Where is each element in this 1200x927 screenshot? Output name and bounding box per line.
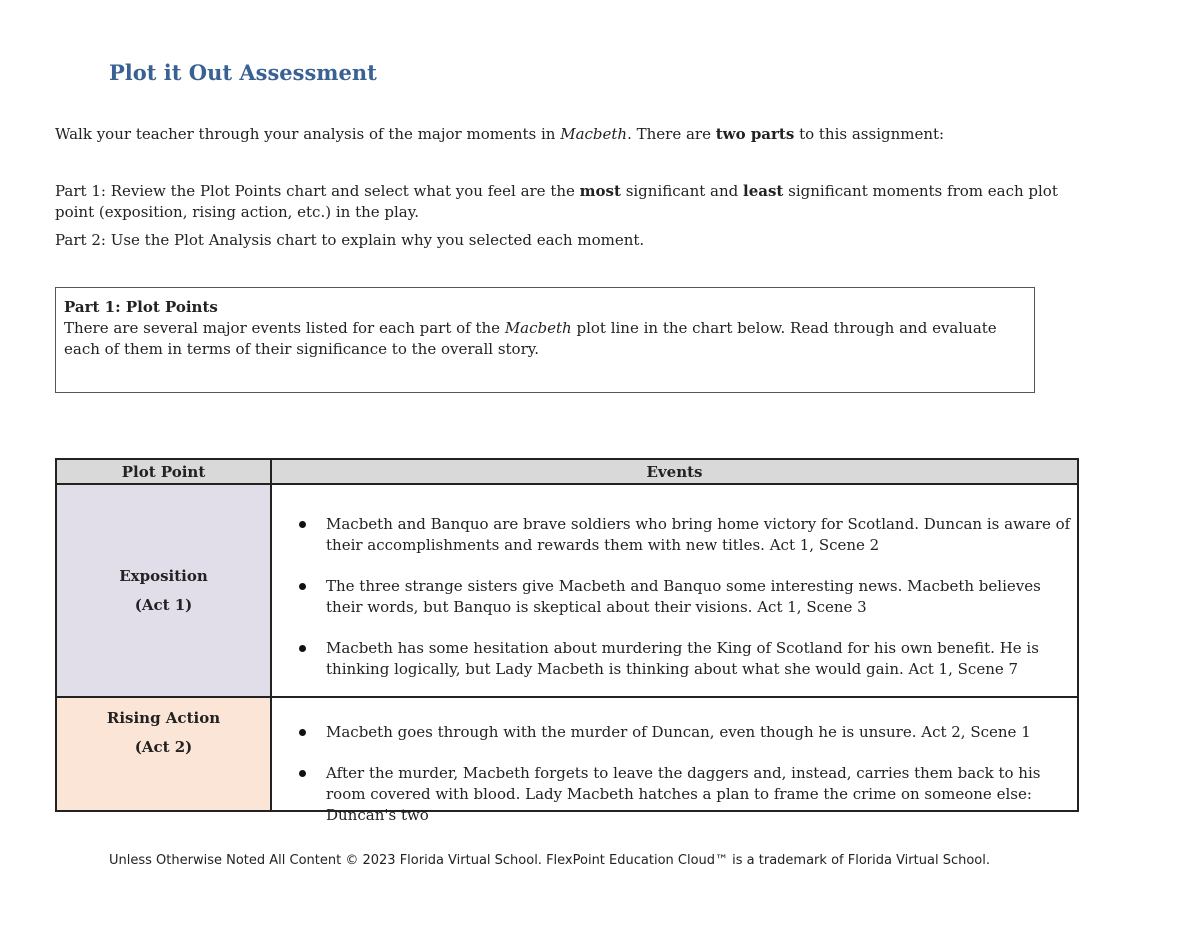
bullet-icon [299,729,306,736]
plot-points-box [55,287,1035,393]
plot-point-exposition [56,484,271,697]
event-text: Macbeth has some hesitation about murdering the King of Scotland for his own benefit. He is thinking logically, but Lady Macbeth is thinking about what she would gain. Act 1, Scene 7 [326,638,1039,678]
part2-instructions: Part 2: Use the Plot Analysis chart to explain why you selected each moment. [55,231,645,249]
part1-suffix: significant moments from each plot point (exposition, rising action, etc.) in the play. [55,182,1058,221]
header-events: Events [271,459,1078,484]
plot-points-table [55,458,1079,824]
intro-text-after: to this assignment: [794,125,945,143]
list-item [299,763,1073,826]
box-text-after: plot line in the chart below. Read through and evaluate each of them in terms of their significance to the overall story. [64,319,997,358]
table-header-row [56,459,1078,484]
table-row-exposition [56,484,1078,697]
plot-point-rising-action [56,697,271,811]
box-text-before: There are several major events listed for each part of the [64,319,505,337]
intro-bold-text: two parts [715,125,795,143]
bullet-icon [299,645,306,652]
event-text: Macbeth and Banquo are brave soldiers who bring home victory for Scotland. Duncan is aware of their accomplishments and rewards them with new titles. Act 1, Scene 2 [326,514,1071,554]
plot-points-box-title: Part 1: Plot Points [64,298,218,316]
bullet-icon [299,521,306,528]
plot-points-box-text [64,318,1026,360]
part1-mid: significant and [620,182,744,200]
events-cell-rising-action [271,697,1078,824]
list-item [299,638,1073,680]
events-list [299,514,1073,680]
plot-point-act: (Act 2) [134,738,193,756]
intro-work-title: Macbeth [560,125,628,143]
events-cell-exposition [271,484,1078,697]
events-list [299,722,1073,826]
plot-point-label: Rising Action [106,709,221,727]
event-text: The three strange sisters give Macbeth and Banquo some interesting news. Macbeth believes their words, but Banquo is skeptical about their visions. Act 1, Scene 3 [326,576,1041,616]
event-text: Macbeth goes through with the murder of Duncan, even though he is unsure. Act 2, Scene 1 [326,722,1031,741]
bullet-icon [299,583,306,590]
part1-instructions [55,181,1065,223]
list-item [299,514,1073,556]
event-text: After the murder, Macbeth forgets to leave the daggers and, instead, carries them back to his room covered with blood. Lady Macbeth hatches a plan to frame the crime on someone else: Duncan's two [326,763,1041,824]
intro-text-middle: . There are [627,125,716,143]
plot-point-act: (Act 1) [134,595,193,614]
intro-paragraph [55,124,1065,145]
plot-point-label: Exposition [119,566,208,585]
list-item [299,722,1073,743]
header-plot-point: Plot Point [56,459,271,484]
part1-prefix: Part 1: Review the Plot Points chart and select what you feel are the [55,182,580,200]
copyright-footer: Unless Otherwise Noted All Content © 2023 Florida Virtual School. FlexPoint Education Cloud™ is a trademark of Florida Virtual School. [109,853,990,868]
bullet-icon [299,770,306,777]
part1-most: most [579,182,621,200]
box-work-title: Macbeth [504,319,572,337]
list-item [299,576,1073,618]
table-row-rising-action [56,697,1078,811]
part1-least: least [743,182,784,200]
intro-text-before: Walk your teacher through your analysis of the major moments in [55,125,561,143]
page-title: Plot it Out Assessment [109,60,377,85]
